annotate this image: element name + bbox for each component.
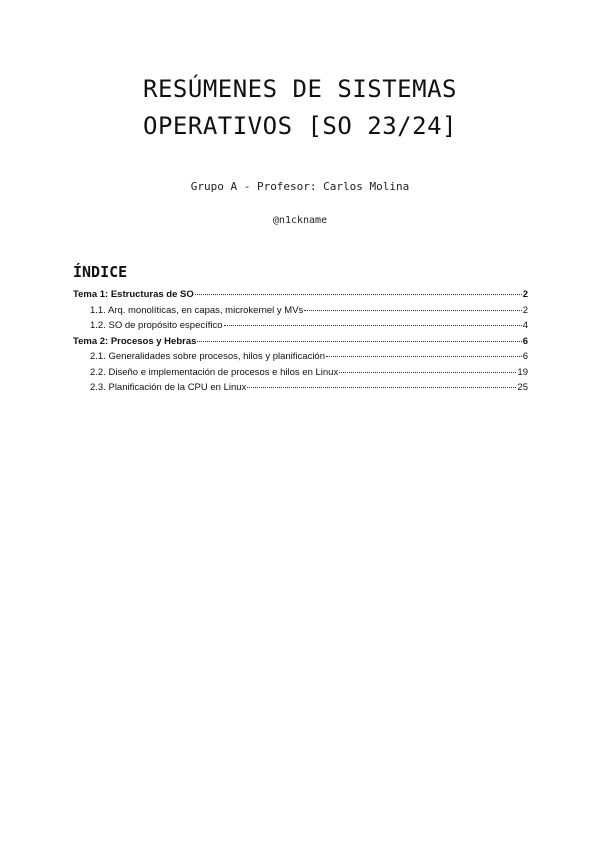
- toc-entry-2-1[interactable]: [73, 349, 528, 365]
- toc-entry-page: 19: [517, 366, 528, 378]
- toc-entry-1-1[interactable]: [73, 303, 528, 319]
- toc-entry-label: 1.2. SO de propósito específico: [90, 320, 223, 331]
- toc-entry-1-2[interactable]: [73, 318, 528, 334]
- toc-dot-leader: [304, 310, 521, 311]
- toc-entry-label: 2.1. Generalidades sobre procesos, hilos y planificación: [90, 351, 325, 362]
- toc-entry-label: 2.3. Planificación de la CPU en Linux: [90, 382, 247, 393]
- title-line-1: RESÚMENES DE SISTEMAS: [143, 75, 457, 103]
- toc-dot-leader: [247, 387, 516, 388]
- toc-dot-leader: [197, 341, 521, 342]
- toc-entry-page: 4: [522, 320, 528, 331]
- toc-dot-leader: [195, 294, 522, 295]
- document-title: [60, 71, 540, 145]
- toc-entry-label: Tema 2: Procesos y Hebras: [73, 335, 197, 347]
- toc-entry-tema-2[interactable]: [73, 334, 528, 350]
- toc-entry-page: 2: [522, 304, 528, 316]
- table-of-contents: [73, 287, 528, 396]
- toc-entry-tema-1[interactable]: [73, 287, 528, 303]
- toc-entry-2-2[interactable]: [73, 365, 528, 381]
- document-subtitle: Grupo A - Profesor: Carlos Molina: [190, 180, 410, 193]
- toc-entry-page: 2: [522, 289, 528, 300]
- toc-dot-leader: [224, 325, 522, 326]
- title-line-2: OPERATIVOS [SO 23/24]: [143, 112, 457, 140]
- toc-dot-leader: [326, 356, 522, 357]
- toc-entry-label: Tema 1: Estructuras de SO: [73, 289, 194, 300]
- toc-entry-2-3[interactable]: [73, 380, 528, 396]
- toc-entry-label: 2.2. Diseño e implementación de procesos e hilos en Linux: [90, 366, 339, 378]
- toc-entry-page: 6: [522, 351, 528, 362]
- toc-entry-label: 1.1. Arq. monolíticas, en capas, microkernel y MVs: [90, 304, 304, 316]
- toc-entry-page: 6: [522, 335, 528, 347]
- toc-dot-leader: [339, 372, 516, 373]
- author-handle: @n1ckname: [272, 215, 328, 226]
- toc-entry-page: 25: [517, 382, 528, 393]
- toc-heading: ÍNDICE: [73, 263, 128, 281]
